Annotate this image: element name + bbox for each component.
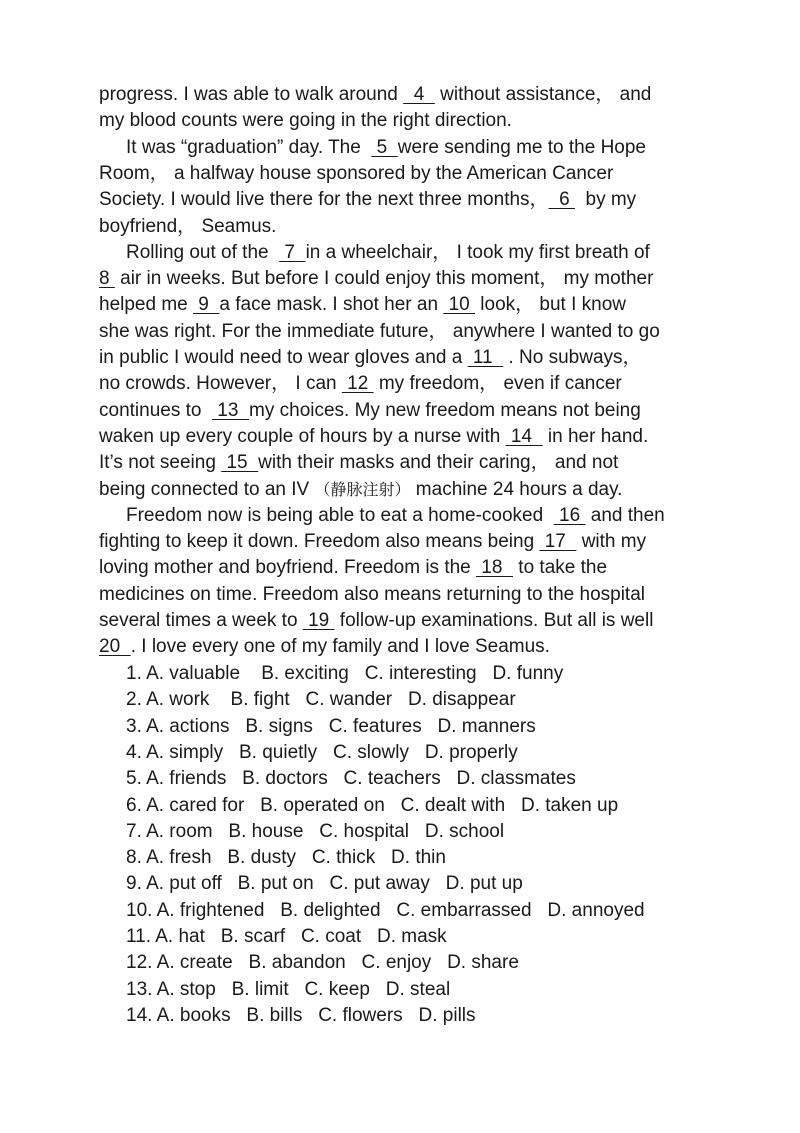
passage-text: air in weeks. But before I could enjoy this moment， my mother: [114, 268, 654, 290]
question-option-line: 12. A. create B. abandon C. enjoy D. share: [126, 952, 519, 974]
cloze-blank: 19: [302, 610, 335, 631]
passage-text: in a wheelchair， I took my first breath of: [305, 241, 650, 263]
passage-line: [99, 555, 607, 581]
chinese-annotation: （静脉注射）: [314, 479, 411, 499]
passage-line: [99, 266, 653, 292]
question-option-line: 14. A. books B. bills C. flowers D. pills: [126, 1004, 476, 1026]
passage-line: [99, 187, 636, 213]
passage-line: [99, 292, 626, 318]
question-option-line: 2. A. work B. fight C. wander D. disappear: [126, 689, 516, 711]
cloze-blank: 17: [539, 531, 577, 553]
passage-text: boyfriend， Seamus.: [99, 215, 277, 237]
passage-line: [126, 135, 646, 161]
passage-line: [99, 371, 622, 397]
cloze-blank: 9: [193, 294, 220, 316]
question-option-line: 11. A. hat B. scarf C. coat D. mask: [126, 926, 447, 947]
passage-line: [99, 634, 550, 660]
cloze-blank: 12: [341, 373, 374, 395]
passage-text: being connected to an IV: [99, 478, 315, 500]
passage-text: waken up every couple of hours by a nurse with: [99, 425, 506, 447]
passage-text: by my: [574, 189, 637, 211]
passage-text: were sending me to the Hope: [397, 136, 646, 158]
passage-text: she was right. For the immediate future， anywhere I wanted to go: [99, 320, 660, 342]
passage-line: [99, 450, 618, 476]
passage-text: continues to: [99, 399, 213, 421]
passage-text: It was “graduation” day. The: [126, 136, 372, 158]
cloze-blank: 18: [476, 557, 514, 579]
passage-text: Society. I would live there for the next three months，: [99, 189, 549, 211]
question-option-line: 5. A. friends B. doctors C. teachers D. classmates: [126, 768, 576, 790]
passage-text: in public I would need to wear gloves and a: [99, 347, 468, 368]
cloze-blank: 7: [279, 241, 306, 263]
question-option-line: 13. A. stop B. limit C. keep D. steal: [126, 978, 451, 1000]
passage-line: [99, 424, 648, 450]
passage-line: [99, 345, 642, 371]
cloze-blank: 4: [403, 84, 435, 105]
passage-line: [126, 503, 665, 529]
cloze-blank: 20: [99, 636, 131, 658]
passage-text: fighting to keep it down. Freedom also means being: [99, 531, 540, 553]
passage-line: [99, 108, 512, 134]
passage-text: machine 24 hours a day.: [410, 478, 623, 500]
passage-text: It’s not seeing: [99, 452, 222, 474]
passage-line: [99, 477, 622, 503]
passage-text: medicines on time. Freedom also means returning to the hospital: [99, 583, 645, 605]
question-option-line: 4. A. simply B. quietly C. slowly D. properly: [126, 741, 518, 763]
question-option-line: 8. A. fresh B. dusty C. thick D. thin: [126, 847, 446, 869]
passage-text: . No subways，: [503, 347, 642, 368]
cloze-blank: 13: [212, 399, 250, 421]
passage-text: to take the: [513, 557, 608, 579]
cloze-blank: 14: [505, 425, 543, 447]
cloze-blank: 8: [99, 268, 115, 290]
passage-text: several times a week to: [99, 610, 303, 631]
passage-line: [99, 582, 645, 608]
question-option-line: 10. A. frightened B. delighted C. embarrassed D. annoyed: [126, 899, 645, 921]
cloze-blank: 10: [443, 294, 476, 316]
passage-text: . I love every one of my family and I love Seamus.: [130, 636, 550, 658]
passage-line: [99, 319, 660, 345]
passage-text: helped me: [99, 294, 194, 316]
passage-line: [126, 240, 650, 266]
passage-line: [99, 214, 276, 240]
question-option-line: 9. A. put off B. put on C. put away D. put up: [126, 873, 523, 895]
passage-text: my blood counts were going in the right direction.: [99, 110, 512, 132]
passage-text: my freedom， even if cancer: [373, 373, 622, 395]
passage-text: in her hand.: [542, 425, 649, 447]
passage-line: [99, 398, 641, 424]
cloze-blank: 16: [553, 504, 586, 526]
cloze-blank: 11: [467, 347, 504, 368]
passage-line: [99, 608, 653, 634]
passage-text: a face mask. I shot her an: [219, 294, 444, 316]
passage-line: [99, 82, 651, 108]
question-option-line: 3. A. actions B. signs C. features D. manners: [126, 715, 536, 737]
passage-text: and then: [585, 504, 665, 526]
question-option-line: 1. A. valuable B. exciting C. interesting D. funny: [126, 663, 564, 684]
cloze-blank: 15: [221, 452, 259, 474]
passage-text: Rolling out of the: [126, 241, 280, 263]
passage-text: with their masks and their caring， and not: [258, 452, 619, 474]
passage-text: no crowds. However， I can: [99, 373, 342, 395]
passage-line: [99, 161, 613, 187]
passage-text: follow-up examinations. But all is well: [334, 610, 654, 631]
passage-text: without assistance， and: [434, 84, 652, 105]
passage-text: look， but I know: [475, 294, 627, 316]
passage-line: [99, 529, 646, 555]
question-option-line: 6. A. cared for B. operated on C. dealt with D. taken up: [126, 794, 619, 816]
passage-text: progress. I was able to walk around: [99, 84, 404, 105]
cloze-blank: 5: [371, 136, 398, 158]
passage-text: Room， a halfway house sponsored by the American Cancer: [99, 162, 614, 184]
cloze-blank: 6: [548, 189, 575, 211]
passage-text: my choices. My new freedom means not being: [249, 399, 641, 421]
question-option-line: 7. A. room B. house C. hospital D. school: [126, 820, 505, 842]
passage-text: loving mother and boyfriend. Freedom is the: [99, 557, 477, 579]
passage-text: Freedom now is being able to eat a home-cooked: [126, 504, 554, 526]
passage-text: with my: [576, 531, 647, 553]
